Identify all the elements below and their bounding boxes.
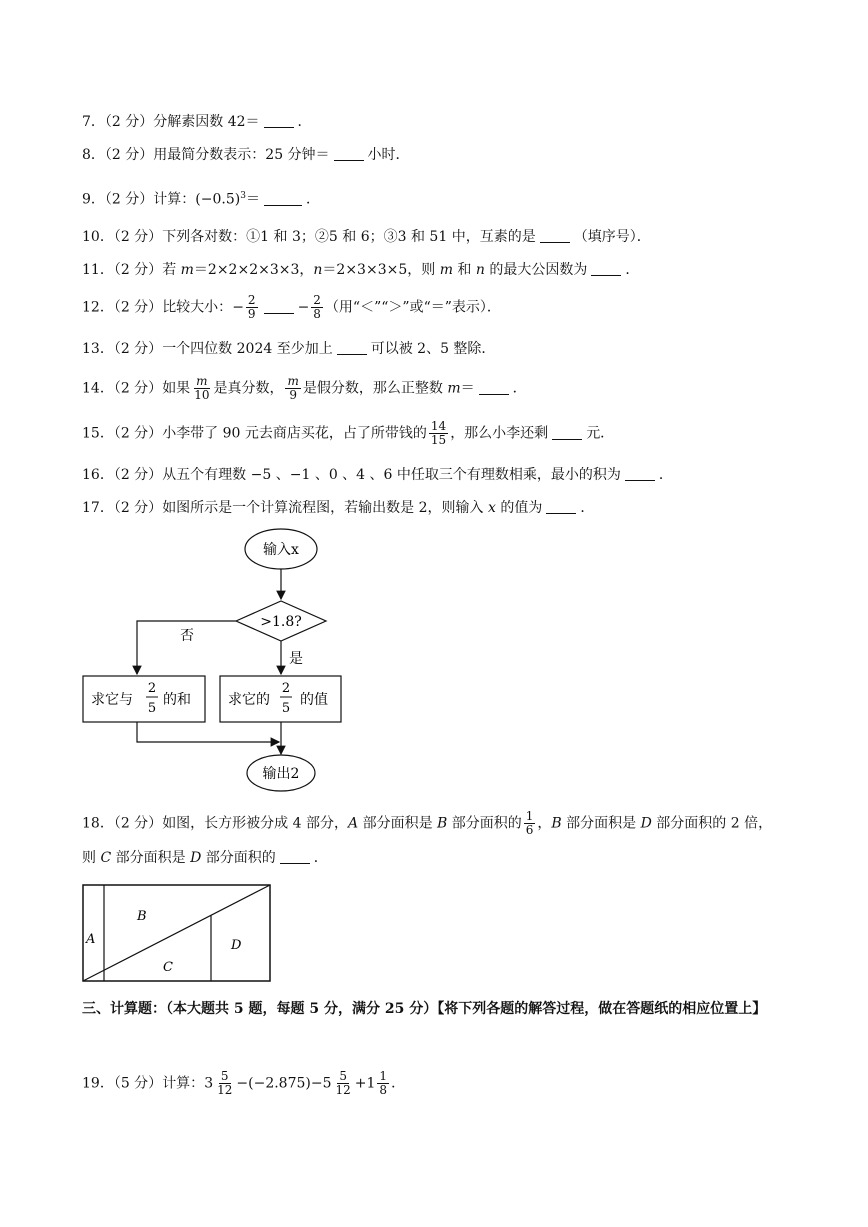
question-text: 如图所示是一个计算流程图，若输出数是 2，则输入 xyxy=(162,500,488,516)
variable-c: C xyxy=(100,850,112,866)
left-box-frac-n: 2 xyxy=(147,681,157,696)
question-score: （2 分） xyxy=(113,229,163,245)
variable-n: n xyxy=(313,262,323,278)
variable-a: A xyxy=(348,815,359,832)
question-9 xyxy=(82,186,320,210)
left-box-label-a: 求它与 xyxy=(91,692,133,708)
question-tail: ． xyxy=(297,114,312,130)
denominator: 15 xyxy=(430,433,447,447)
figure-label-b: B xyxy=(137,909,147,924)
answer-blank[interactable] xyxy=(591,261,621,276)
question-text: ＝2×2×2×3×3， xyxy=(193,262,314,278)
answer-blank[interactable] xyxy=(625,466,655,481)
right-box-label-b: 的值 xyxy=(300,692,328,708)
denominator: 10 xyxy=(194,388,210,402)
fraction xyxy=(215,1070,234,1097)
question-number: 8． xyxy=(82,147,105,163)
question-text: 一个四位数 2024 至少加上 xyxy=(162,341,333,357)
question-text: ， xyxy=(537,815,552,832)
question-score: （2 分） xyxy=(104,114,154,130)
question-13 xyxy=(82,339,495,359)
answer-blank[interactable] xyxy=(264,299,294,314)
whole-number: 3 xyxy=(204,1075,214,1092)
right-box-frac-d: 5 xyxy=(281,701,291,716)
question-tail: ． xyxy=(580,500,595,516)
question-score: （5 分） xyxy=(113,1075,163,1092)
variable-m: m xyxy=(447,380,461,397)
question-text: 的最大公因数为 xyxy=(484,262,588,278)
question-15 xyxy=(82,420,614,447)
question-tail: ． xyxy=(313,850,328,866)
question-number: 9． xyxy=(82,191,105,208)
question-text: 用最简分数表示：25 分钟＝ xyxy=(153,147,330,163)
question-text: 的值为 xyxy=(495,500,543,516)
numerator: 1 xyxy=(379,1069,388,1083)
figure-label-c: C xyxy=(163,960,173,975)
question-tail: ． xyxy=(305,191,320,208)
question-number: 10． xyxy=(82,229,114,245)
question-16 xyxy=(82,465,673,485)
question-text: 是真分数， xyxy=(213,380,284,397)
answer-blank[interactable] xyxy=(337,340,367,355)
question-10 xyxy=(82,227,651,247)
numerator: 1 xyxy=(525,809,534,823)
fraction xyxy=(429,420,448,447)
question-12 xyxy=(82,294,501,321)
question-text: 部分面积是 xyxy=(561,815,641,832)
question-tail: （填序号）． xyxy=(573,229,651,245)
question-number: 15． xyxy=(82,425,114,442)
question-11 xyxy=(82,260,639,280)
rectangle-figure xyxy=(80,882,276,986)
denominator: 8 xyxy=(379,1083,388,1097)
question-text: 是假分数，那么正整数 xyxy=(302,380,448,397)
question-text: 从五个有理数 −5 、−1 、0 、4 、6 中任取三个有理数相乘，最小的积为 xyxy=(162,467,621,483)
question-text: 下列各对数：①1 和 3；②5 和 6；③3 和 51 中，互素的是 xyxy=(162,229,536,245)
answer-blank[interactable] xyxy=(334,146,364,161)
denominator: 9 xyxy=(247,307,256,321)
numerator: 5 xyxy=(339,1069,347,1083)
expression-part: +1 xyxy=(354,1075,376,1092)
variable-b: B xyxy=(551,815,562,832)
question-score: （2 分） xyxy=(113,341,163,357)
question-text: 部分面积的 xyxy=(447,815,522,832)
flowchart-no-label: 否 xyxy=(180,628,194,644)
question-tail: 可以被 2、5 整除． xyxy=(370,341,496,357)
question-number: 17． xyxy=(82,500,114,516)
figure-diagonal xyxy=(83,885,270,981)
fraction xyxy=(311,294,323,321)
question-text: 计算： xyxy=(162,1075,205,1092)
numerator: m xyxy=(287,374,299,388)
answer-blank[interactable] xyxy=(540,228,570,243)
question-score: （2 分） xyxy=(113,815,163,832)
question-text: 和 xyxy=(452,262,476,278)
question-score: （2 分） xyxy=(113,500,163,516)
question-text: 部分面积是 xyxy=(358,815,438,832)
question-tail: 小时． xyxy=(367,147,410,163)
question-number: 14． xyxy=(82,380,114,397)
answer-blank[interactable] xyxy=(280,849,310,864)
question-18-line-2 xyxy=(82,848,328,868)
question-text: 分解素因数 42＝ xyxy=(153,114,260,130)
question-number: 7． xyxy=(82,114,105,130)
fraction xyxy=(246,294,258,321)
numerator: m xyxy=(196,374,208,388)
question-tail: ． xyxy=(625,262,640,278)
question-tail: ． xyxy=(391,1075,406,1092)
question-number: 12． xyxy=(82,299,114,316)
question-text: 小李带了 90 元去商店买花，占了所带钱的 xyxy=(162,425,427,442)
fraction xyxy=(377,1070,389,1097)
question-18-line-1 xyxy=(82,810,772,837)
question-7 xyxy=(82,112,312,132)
denominator: 6 xyxy=(525,823,534,837)
equals-sign: ＝ xyxy=(245,191,260,208)
fraction xyxy=(285,375,300,402)
variable-m: m xyxy=(439,262,453,278)
question-text: 部分面积是 xyxy=(111,850,191,866)
section-3-heading: 三、计算题：（本大题共 5 题，每题 5 分，满分 25 分）【将下列各题的解答过程，做在答题纸的相应位置上】 xyxy=(82,1001,767,1017)
variable-d: D xyxy=(640,815,652,832)
question-14 xyxy=(82,375,527,402)
question-score: （2 分） xyxy=(113,425,163,442)
numerator: 2 xyxy=(247,293,256,307)
question-text: 如果 xyxy=(162,380,191,397)
equals-sign: ＝ xyxy=(460,380,475,397)
numerator: 2 xyxy=(313,293,321,307)
answer-blank[interactable] xyxy=(479,380,509,395)
figure-label-d: D xyxy=(231,938,242,953)
answer-blank[interactable] xyxy=(264,191,302,206)
variable-d: D xyxy=(190,850,202,866)
question-score: （2 分） xyxy=(113,380,163,397)
fraction xyxy=(334,1070,353,1097)
answer-blank[interactable] xyxy=(552,425,582,440)
question-score: （2 分） xyxy=(104,191,154,208)
question-8 xyxy=(82,145,410,165)
exponent: 3 xyxy=(240,191,246,201)
question-text: 比较大小： xyxy=(162,299,233,316)
right-box-frac-n: 2 xyxy=(281,681,291,696)
question-text: 部分面积的 2 倍， xyxy=(651,815,773,832)
left-box-frac-d: 5 xyxy=(147,701,157,716)
question-number: 18． xyxy=(82,815,114,832)
question-17 xyxy=(82,498,594,518)
question-score: （2 分） xyxy=(113,262,163,278)
variable-b: B xyxy=(437,815,448,832)
question-score: （2 分） xyxy=(113,299,163,316)
question-number: 13． xyxy=(82,341,114,357)
flowchart-start-label: 输入x xyxy=(263,542,299,558)
question-text: 若 xyxy=(162,262,181,278)
question-tail: ． xyxy=(658,467,673,483)
flowchart-decision-label: >1.8? xyxy=(260,614,302,630)
flowchart-yes-label: 是 xyxy=(289,651,303,667)
question-text: 则 xyxy=(82,850,101,866)
question-text: ，那么小李还剩 xyxy=(450,425,549,442)
fraction xyxy=(524,810,536,837)
figure-label-a: A xyxy=(86,932,96,947)
denominator: 8 xyxy=(313,307,321,321)
question-tail: 元． xyxy=(586,425,615,442)
denominator: 12 xyxy=(217,1083,233,1097)
question-score: （2 分） xyxy=(113,467,163,483)
flowchart xyxy=(70,525,370,795)
variable-m: m xyxy=(180,262,194,278)
question-19 xyxy=(82,1070,405,1097)
question-text: 如图，长方形被分成 4 部分， xyxy=(162,815,348,832)
denominator: 12 xyxy=(335,1083,351,1097)
question-number: 16． xyxy=(82,467,114,483)
flowchart-end-label: 输出2 xyxy=(262,766,300,782)
fraction xyxy=(192,375,211,402)
question-number: 11． xyxy=(82,262,114,278)
question-score: （2 分） xyxy=(104,147,154,163)
numerator: 14 xyxy=(430,419,447,433)
minus-sign: − xyxy=(297,299,310,316)
minus-sign: − xyxy=(232,299,244,316)
question-tail: （用“＜”“＞”或“＝”表示）． xyxy=(324,299,501,316)
numerator: 5 xyxy=(220,1069,229,1083)
expression-part: −(−2.875)−5 xyxy=(236,1075,332,1092)
question-number: 19． xyxy=(82,1075,114,1092)
question-text: 计算：(−0.5) xyxy=(153,191,241,208)
left-box-label-b: 的和 xyxy=(163,692,191,708)
right-box-label-a: 求它的 xyxy=(228,692,270,708)
flow-arrow-merge xyxy=(137,722,279,742)
question-tail: ． xyxy=(512,380,527,397)
variable-x: x xyxy=(488,500,496,516)
question-text: 部分面积的 xyxy=(201,850,276,866)
answer-blank[interactable] xyxy=(264,113,294,128)
question-text: ＝2×3×3×5，则 xyxy=(322,262,440,278)
answer-blank[interactable] xyxy=(546,499,576,514)
variable-n: n xyxy=(475,262,485,278)
denominator: 9 xyxy=(289,388,297,402)
